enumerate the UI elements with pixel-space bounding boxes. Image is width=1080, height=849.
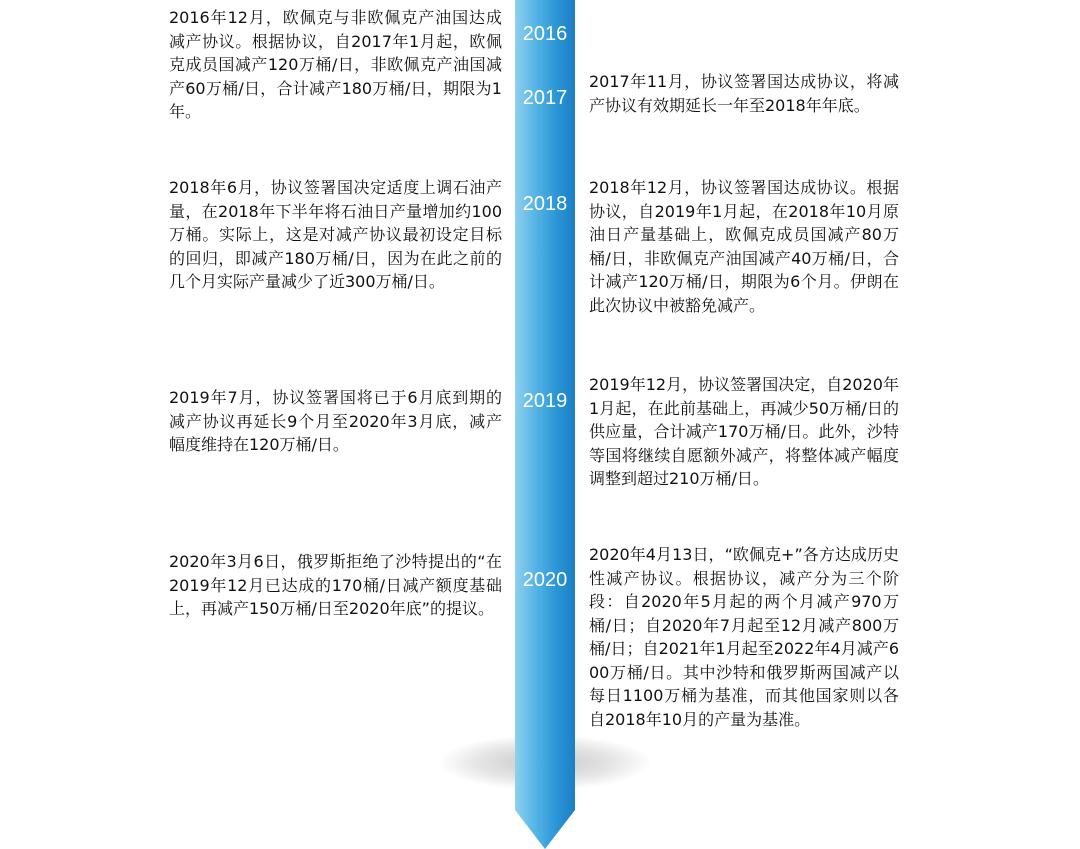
- timeline-bar: [515, 0, 575, 849]
- year-label-2020: 2020: [522, 569, 568, 591]
- event-2019-07: 2019年7月，协议签署国将已于6月底到期的减产协议再延长9个月至2020年3月底，减产幅度维持在120万桶/日。: [169, 388, 502, 454]
- event-2016-12: 2016年12月，欧佩克与非欧佩克产油国达成减产协议。根据协议，自2017年1月起，欧佩克成员国减产120万桶/日，非欧佩克产油国减产60万桶/日，合计减产180万桶/日，期限为1年。: [169, 8, 502, 121]
- year-label-2016: 2016: [522, 23, 568, 45]
- year-label-2017: 2017: [522, 87, 568, 109]
- year-label-2019: 2019: [522, 390, 568, 412]
- event-2019-12: 2019年12月，协议签署国决定，自2020年1月起，在此前基础上，再减少50万桶/日的供应量，合计减产170万桶/日。此外，沙特等国将继续自愿额外减产，将整体减产幅度调整到超过210万桶/日。: [589, 375, 899, 488]
- event-2018-06: 2018年6月，协议签署国决定适度上调石油产量，在2018年下半年将石油日产量增加约100万桶。实际上，这是对减产协议最初设定目标的回归，即减产180万桶/日，因为在此之前的几个月实际产量减少了近300万桶/日。: [169, 178, 502, 291]
- event-2017-11: 2017年11月，协议签署国达成协议，将减产协议有效期延长一年至2018年年底。: [589, 72, 899, 115]
- event-2020-03: 2020年3月6日，俄罗斯拒绝了沙特提出的“在2019年12月已达成的170桶/日减产额度基础上，再减产150万桶/日至2020年底”的提议。: [169, 552, 502, 618]
- event-2020-04: 2020年4月13日，“欧佩克+”各方达成历史性减产协议。根据协议，减产分为三个阶段：自2020年5月起的两个月减产970万桶/日；自2020年7月起至12月减产800万桶/日；自2021年1月起至2022年4月减产600万桶/日。其中沙特和俄罗斯两国减产以每日1100万桶为基准，而其他国家则以各自2018年10月的产量为基准。: [589, 545, 899, 729]
- event-2018-12: 2018年12月，协议签署国达成协议。根据协议，自2019年1月起，在2018年10月原油日产量基础上，欧佩克成员国减产80万桶/日，非欧佩克产油国减产40万桶/日，合计减产120万桶/日，期限为6个月。伊朗在此次协议中被豁免减产。: [589, 178, 899, 315]
- year-label-2018: 2018: [522, 193, 568, 215]
